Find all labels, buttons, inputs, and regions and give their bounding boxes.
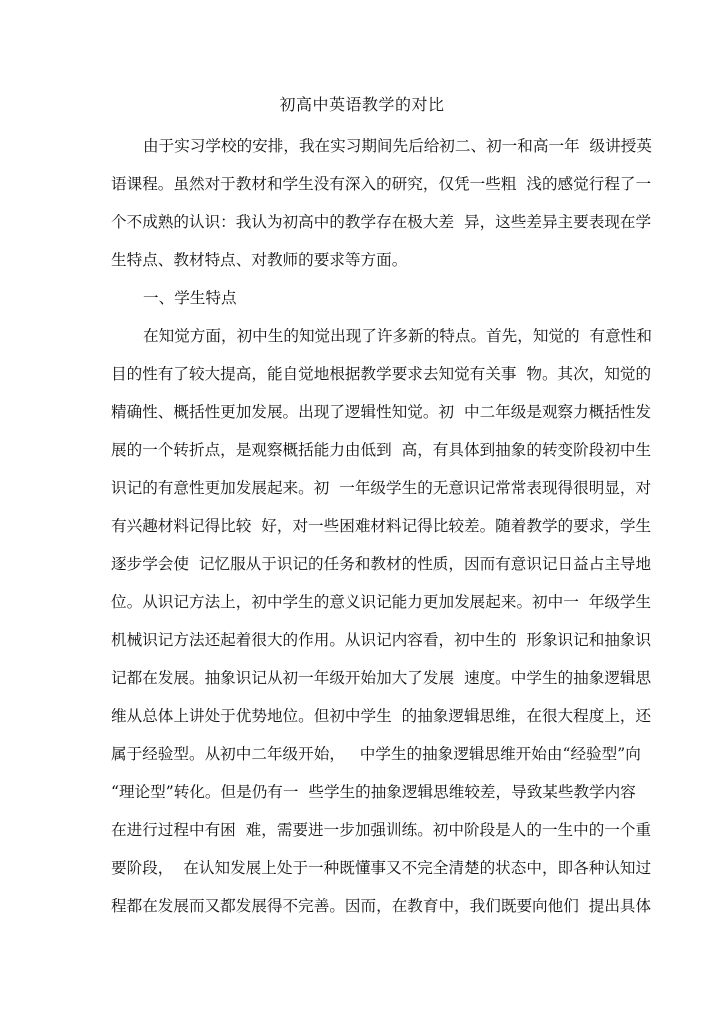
paragraph-line: 语课程。虽然对于教材和学生没有深入的研究，仅凭一些粗 浅的感觉行程了一	[111, 175, 652, 193]
paragraph-line: 有兴趣材料记得比较 好，对一些困难材料记得比较差。随着教学的要求，学生	[111, 517, 652, 535]
paragraph-line: 生特点、教材特点、对教师的要求等方面。	[111, 251, 408, 269]
paragraph-line: 在进行过程中有困 难，需要进一步加强训练。初中阶段是人的一生中的一个重	[111, 821, 652, 839]
paragraph-line: 展的一个转折点，是观察概括能力由低到 高，有具体到抽象的转变阶段初中生	[111, 441, 652, 459]
paragraph-line: 要阶段， 在认知发展上处于一种既懂事又不完全清楚的状态中，即各种认知过	[111, 859, 652, 877]
paragraph-line: 机械识记方法还起着很大的作用。从识记内容看，初中生的 形象识记和抽象识	[111, 631, 652, 649]
paragraph-line: 逐步学会使 记忆服从于识记的任务和教材的性质，因而有意识记日益占主导地	[111, 555, 652, 573]
paragraph-line: 精确性、概括性更加发展。出现了逻辑性知觉。初 中二年级是观察力概括性发	[111, 403, 652, 421]
paragraph-line: 识记的有意性更加发展起来。初 一年级学生的无意识记常常表现得很明显，对	[111, 479, 652, 497]
paragraph-line: 目的性有了较大提高，能自觉地根据教学要求去知觉有关事 物。其次，知觉的	[111, 365, 652, 383]
document-title: 初高中英语教学的对比	[279, 95, 445, 114]
paragraph-line: 维从总体上讲处于优势地位。但初中学生 的抽象逻辑思维，在很大程度上，还	[111, 707, 652, 725]
paragraph-line: 在知觉方面，初中生的知觉出现了许多新的特点。首先，知觉的 有意性和	[143, 327, 652, 345]
paragraph-line: 由于实习学校的安排，我在实习期间先后给初二、初一和高一年 级讲授英	[143, 137, 652, 155]
paragraph-line: 程都在发展而又都发展得不完善。因而，在教育中，我们既要向他们 提出具体	[111, 897, 652, 915]
paragraph-line: 个不成熟的认识：我认为初高中的教学存在极大差 异，这些差异主要表现在学	[111, 213, 652, 231]
paragraph-line: “理论型”转化。但是仍有一 些学生的抽象逻辑思维较差，导致某些教学内容	[111, 783, 636, 801]
section-heading: 一、学生特点	[143, 289, 237, 307]
paragraph-line: 属于经验型。从初中二年级开始， 中学生的抽象逻辑思维开始由“经验型”向	[111, 745, 641, 763]
paragraph-line: 记都在发展。抽象识记从初一年级开始加大了发展 速度。中学生的抽象逻辑思	[111, 669, 652, 687]
paragraph-line: 位。从识记方法上，初中学生的意义识记能力更加发展起来。初中一 年级学生	[111, 593, 652, 611]
